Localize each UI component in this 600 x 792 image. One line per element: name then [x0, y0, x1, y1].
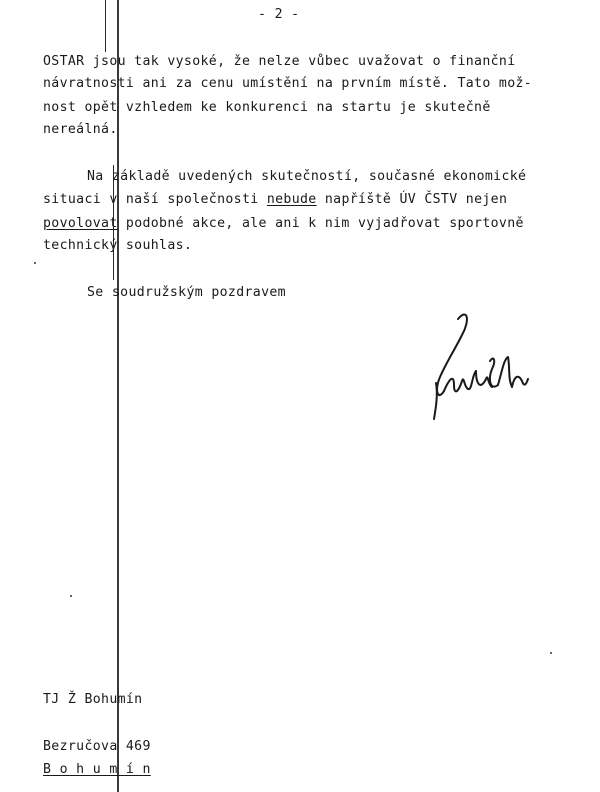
scan-speck	[70, 595, 72, 597]
paragraph-2-line-1: Na základě uvedených skutečností, současné ekonomické	[87, 169, 527, 184]
paragraph-1-line-1: OSTAR jsou tak vysoké, že nelze vůbec uvažovat o finanční	[43, 54, 516, 69]
scan-vertical-line	[105, 0, 106, 52]
scan-speck	[550, 652, 552, 654]
sender-street: Bezručova 469	[43, 739, 151, 754]
text-span: podobné akce, ale ani k nim vyjadřovat sportovně	[117, 216, 524, 231]
handwritten-signature	[428, 305, 532, 425]
paragraph-1-line-4: nereálná.	[43, 122, 118, 137]
text-span: situaci v naší společnosti	[43, 192, 267, 207]
sender-city: B o h u m í n	[43, 762, 151, 777]
closing-greeting: Se soudružským pozdravem	[87, 285, 286, 300]
paragraph-2-line-2	[43, 192, 507, 208]
text-span: napříště ÚV ČSTV nejen	[316, 192, 508, 207]
underlined-word: nebude	[266, 192, 317, 207]
paragraph-2-line-3	[43, 216, 524, 232]
paragraph-1-line-3: nost opět vzhledem ke konkurenci na startu je skutečně	[43, 100, 491, 115]
underlined-word: povolovat	[43, 216, 118, 231]
paragraph-2-line-4: technický souhlas.	[43, 238, 193, 253]
sender-organization: TJ Ž Bohumín	[43, 692, 143, 707]
scan-vertical-line	[117, 0, 119, 792]
page-number: - 2 -	[258, 7, 300, 22]
scan-speck	[34, 262, 36, 264]
paragraph-1-line-2: návratnosti ani za cenu umístění na prvním místě. Tato mož-	[43, 76, 533, 91]
